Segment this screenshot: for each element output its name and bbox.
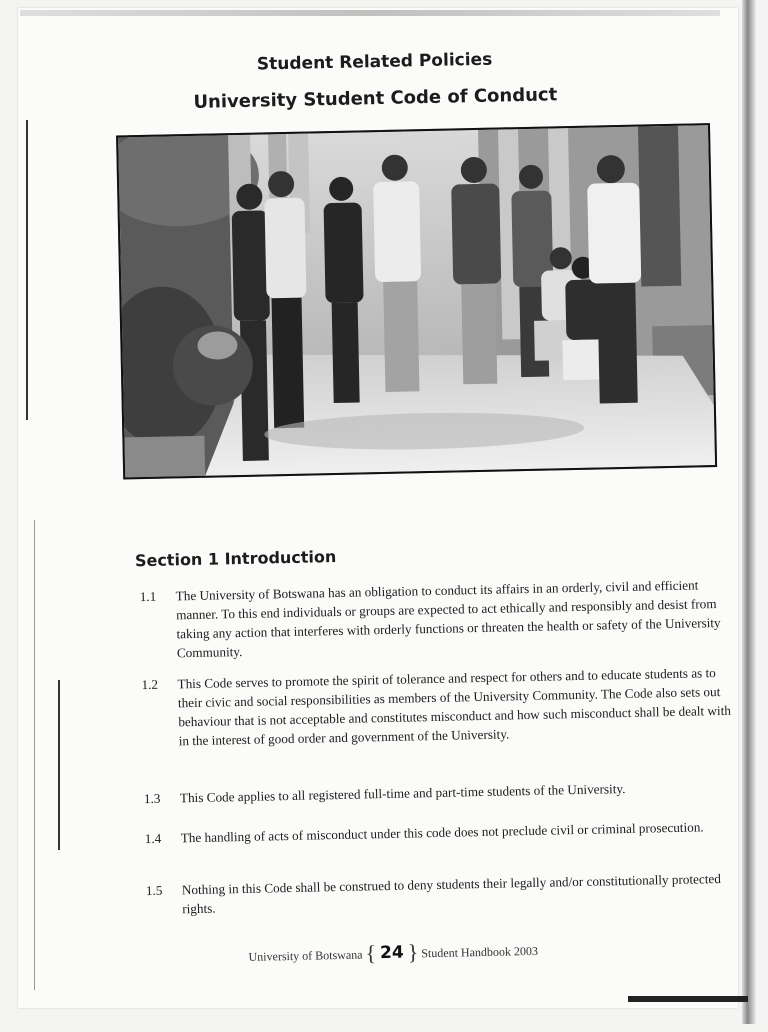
item-number: 1.2 [141,676,159,693]
footer-right: Student Handbook 2003 [421,943,539,961]
item-text: The handling of acts of misconduct under this code does not preclude civil or criminal prosecution. [180,819,704,846]
item-number: 1.5 [145,882,163,899]
footer-left: University of Botswana [248,947,363,964]
list-item [140,575,741,664]
list-item [141,663,742,752]
list-item [145,817,745,849]
page-title: Student Related Policies [256,49,493,75]
item-text: Nothing in this Code shall be construed to deny students their legally and/or constitutionally protected rights. [181,871,722,917]
group-photo-icon [118,125,715,477]
list-item [146,869,747,920]
section-heading: Section 1 Introduction [134,547,337,571]
group-photo [116,123,717,479]
brace-left-icon: { [365,940,377,966]
item-text: The University of Botswana has an obligation to conduct its affairs in an orderly, civil and efficient manner. To this end individuals or groups are expected to act ethically and responsibly and desist from taking any action that interferes with orderly functions or threaten the health or safety of the University Community. [175,577,721,661]
item-text: This Code applies to all registered full-time and part-time students of the University. [179,781,626,806]
page-number: 24 [379,942,404,964]
item-number: 1.4 [144,830,162,847]
item-text: This Code serves to promote the spirit of tolerance and respect for others and to educate students as to their civic and social responsibilities as members of the University Community. The Code also sets out behaviour that is not acceptable and constitutes misconduct and how such misconduct shall be dealt with in the interest of good order and government of the University. [177,665,732,749]
item-number: 1.3 [143,790,161,807]
page-footer [9,932,768,974]
item-number: 1.1 [139,588,157,605]
list-item [144,777,744,809]
brace-right-icon: } [407,939,419,965]
page-subtitle: University Student Code of Conduct [193,84,558,113]
